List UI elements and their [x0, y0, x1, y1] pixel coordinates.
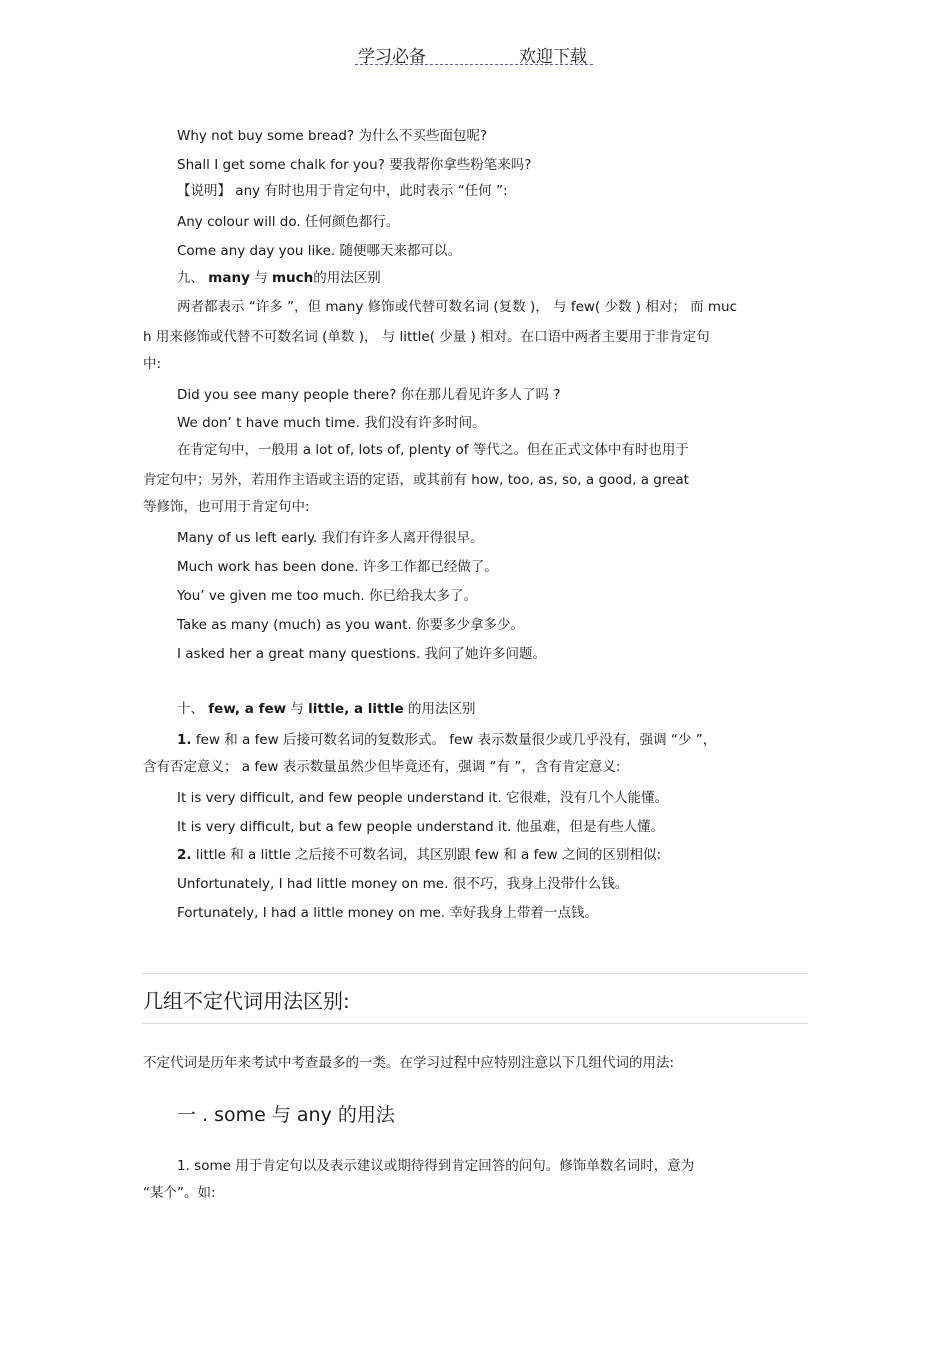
text-line: 【说明】 any 有时也用于肯定句中，此时表示 “任何 ”: [177, 183, 508, 199]
header-left-text: 学习必备 [358, 47, 426, 67]
keyword: much [271, 270, 314, 286]
text-line: Any colour will do. 任何颜色都行。 [177, 214, 400, 230]
text-line: Why not buy some bread? 为什么不买些面包呢? [177, 128, 488, 144]
intro-paragraph: 不定代词是历年来考试中考查最多的一类。在学习过程中应特别注意以下几组代词的用法: [143, 1055, 675, 1071]
text-line: Unfortunately, I had little money on me. 很不巧，我身上没带什么钱。 [177, 876, 629, 892]
connector: 与 [290, 701, 304, 717]
text-line: It is very difficult, but a few people understand it. 他虽难，但是有些人懂。 [177, 819, 665, 835]
point-number: 2. [177, 847, 192, 863]
section-heading: 几组不定代词用法区别: [143, 989, 350, 1013]
text-line: 两者都表示 “许多 ”，但 many 修饰或代替可数名词 (复数 )， 与 few( 少数 ) 相对； 而 muc [177, 299, 738, 315]
text-line: 肯定句中；另外，若用作主语或主语的定语，或其前有 how, too, as, so, a good, a great [143, 472, 689, 488]
section-number: 九、 [177, 270, 204, 286]
section-heading-10 [177, 700, 476, 718]
text-line: You’ ve given me too much. 你已给我太多了。 [177, 588, 478, 604]
point-text: few 和 a few 后接可数名词的复数形式。 few 表示数量很少或几乎没有，强调 “少 ”， [191, 732, 717, 748]
connector: 与 [254, 270, 268, 286]
text-line: Did you see many people there? 你在那儿看见许多人了吗 ? [177, 387, 561, 403]
text-line: 含有否定意义； a few 表示数量虽然少但毕竟还有，强调 “有 ”，含有肯定意义: [143, 759, 621, 775]
keyword: few, a few [208, 701, 287, 717]
keyword: many [208, 270, 250, 286]
text-line: 等修饰，也可用于肯定句中: [143, 499, 310, 515]
section-title-suffix: 的用法区别 [408, 701, 476, 717]
section-number: 十、 [177, 701, 204, 717]
page-header [355, 40, 593, 65]
text-line: 中: [143, 356, 162, 372]
text-line: Many of us left early. 我们有许多人离开得很早。 [177, 530, 484, 546]
point-number: 1. [177, 732, 192, 748]
point-text: little 和 a little 之后接不可数名词，其区别跟 few 和 a few 之间的区别相似: [191, 847, 662, 863]
subsection-heading: 一 . some 与 any 的用法 [177, 1104, 395, 1126]
keyword: little, a little [308, 701, 404, 717]
text-line: I asked her a great many questions. 我问了她许多问题。 [177, 646, 547, 662]
section-title-suffix: 的用法区别 [313, 270, 381, 286]
section-heading-9 [177, 269, 381, 287]
text-line: Take as many (much) as you want. 你要多少拿多少。 [177, 617, 525, 633]
text-line: Much work has been done. 许多工作都已经做了。 [177, 559, 498, 575]
text-line: 在肯定句中，一般用 a lot of, lots of, plenty of 等代之。但在正式文体中有时也用于 [177, 442, 689, 458]
text-line: We don’ t have much time. 我们没有许多时间。 [177, 415, 486, 431]
divider [142, 973, 808, 974]
header-right-text: 欢迎下载 [519, 47, 587, 67]
text-line: Shall I get some chalk for you? 要我帮你拿些粉笔来吗? [177, 157, 532, 173]
text-line: 1. some 用于肯定句以及表示建议或期待得到肯定回答的问句。修饰单数名词时，意为 [177, 1158, 695, 1174]
text-line: “某个”。如: [143, 1185, 216, 1201]
divider [142, 1023, 808, 1024]
text-line: It is very difficult, and few people understand it. 它很难，没有几个人能懂。 [177, 790, 669, 806]
text-line: Fortunately, I had a little money on me. 幸好我身上带着一点钱。 [177, 905, 598, 921]
numbered-point-1 [177, 731, 716, 749]
text-line: Come any day you like. 随便哪天来都可以。 [177, 243, 461, 259]
numbered-point-2 [177, 846, 661, 864]
text-line: h 用来修饰或代替不可数名词 (单数 )， 与 little( 少量 ) 相对。在口语中两者主要用于非肯定句 [143, 329, 710, 345]
